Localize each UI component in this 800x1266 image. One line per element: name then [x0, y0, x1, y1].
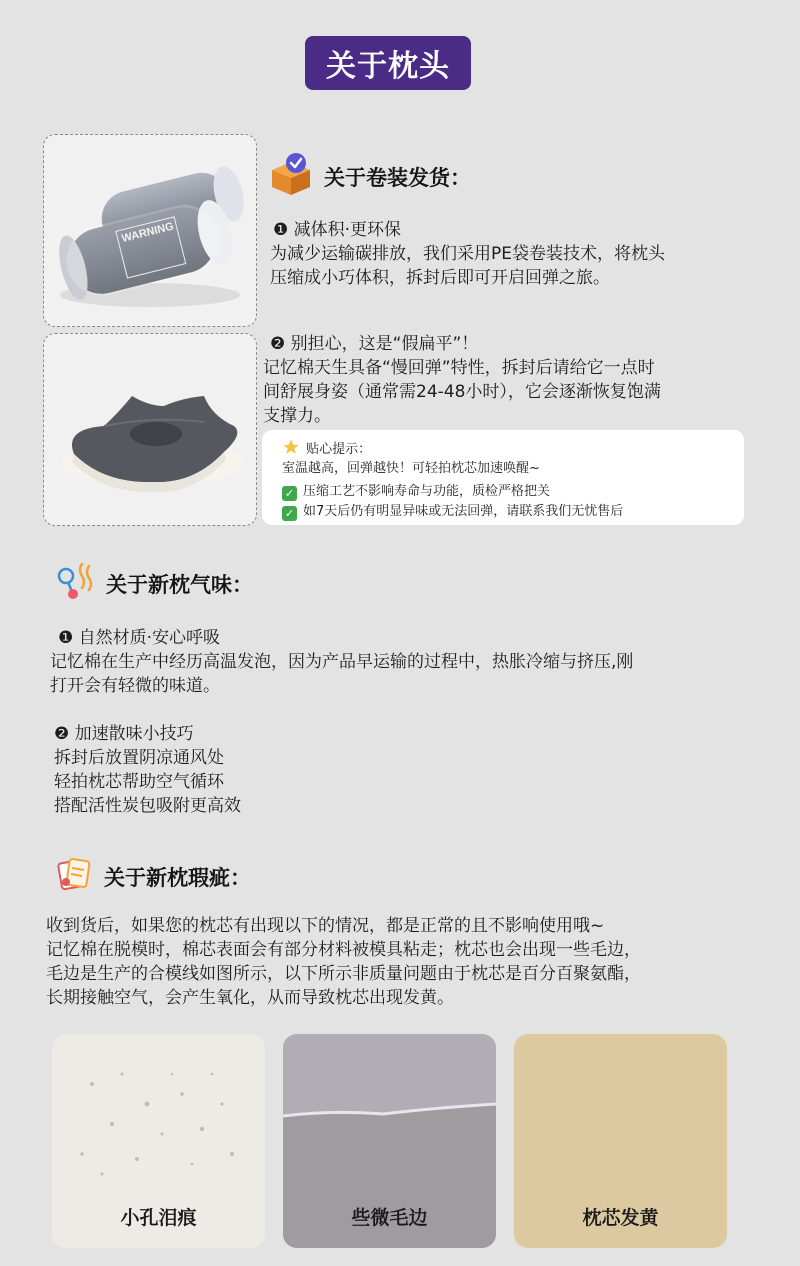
- sample-pinholes: [52, 1034, 265, 1248]
- text-line: 记忆棉在脱模时，棉芯表面会有部分材料被模具粘走；枕芯也会出现一些毛边，: [46, 940, 641, 960]
- rolled-pillow-illustration: [44, 135, 256, 326]
- page-title: 关于枕头: [305, 36, 471, 90]
- tip-line: 室温越高，回弹越快！可轻拍枕芯加速唤醒~: [282, 461, 540, 476]
- package-icon: [268, 152, 314, 201]
- text-line: 为减少运输碳排放，我们采用PE袋卷装技术，将枕头: [270, 244, 665, 264]
- text-line: 记忆棉天生具备“慢回弹”特性，拆封后请给它一点时: [263, 358, 655, 378]
- shipping-point1-title: ❶ 减体积·更环保: [273, 220, 402, 240]
- check-icon: ✓: [282, 486, 297, 501]
- smell-point2-body: [54, 746, 241, 818]
- defects-body: [46, 914, 776, 1010]
- tip-card: [262, 430, 744, 525]
- text-line: 打开会有轻微的味道。: [50, 676, 220, 696]
- sample-label: 些微毛边: [351, 1207, 428, 1229]
- rolled-pillow-photo: [43, 134, 257, 327]
- sample-label: 小孔泪痕: [120, 1207, 197, 1229]
- text-line: 间舒展身姿（通常需24-48小时），它会逐渐恢复饱满: [263, 382, 661, 402]
- tip-label: 贴心提示：: [306, 442, 372, 457]
- text-line: 毛边是生产的合模线如图所示，以下所示非质量问题由于枕芯是百分百聚氨酯，: [46, 964, 641, 984]
- sample-yellowing: [514, 1034, 727, 1248]
- tip-check-text: 如7天后仍有明显异味或无法回弹，请联系我们无忧售后: [303, 504, 624, 519]
- butterfly-pillow-photo: [43, 333, 257, 526]
- text-line: 拆封后放置阴凉通风处: [54, 748, 224, 768]
- text-line: 支撑力。: [263, 406, 331, 426]
- smell-point1-title: ❶ 自然材质·安心呼吸: [58, 628, 221, 648]
- text-line: 搭配活性炭包吸附更高效: [54, 796, 241, 816]
- sample-burr-edge: [283, 1034, 496, 1248]
- smell-heading-text: 关于新枕气味：: [106, 572, 253, 597]
- text-line: 记忆棉在生产中经历高温发泡，因为产品早运输的过程中，热胀冷缩与挤压,刚: [50, 652, 634, 672]
- smell-point1-body: [50, 650, 770, 698]
- text-line: 压缩成小巧体积，拆封后即可开启回弹之旅。: [270, 268, 610, 288]
- shipping-point2-body: [263, 356, 753, 428]
- smell-point2-title: ❷ 加速散味小技巧: [54, 724, 194, 744]
- text-line: 轻拍枕芯帮助空气循环: [54, 772, 224, 792]
- defects-heading: [54, 854, 251, 899]
- shipping-point1-body: [270, 242, 750, 290]
- tip-check-row: [282, 502, 623, 521]
- check-icon: ✓: [282, 506, 297, 521]
- text-line: 长期接触空气，会产生氧化，从而导致枕芯出现发黄。: [46, 988, 454, 1008]
- shipping-heading-text: 关于卷装发货：: [324, 165, 471, 190]
- tip-check-text: 压缩工艺不影响寿命与功能，质检严格把关: [303, 484, 551, 499]
- butterfly-pillow-illustration: [44, 334, 256, 525]
- text-line: 收到货后，如果您的枕芯有出现以下的情况，都是正常的且不影响使用哦~: [46, 916, 605, 936]
- tip-check-row: [282, 482, 550, 501]
- defects-heading-text: 关于新枕瑕疵：: [104, 865, 251, 890]
- scent-icon: [54, 560, 96, 607]
- shipping-point2-title: ❷ 别担心，这是“假扁平”！: [270, 334, 479, 354]
- sample-label: 枕芯发黄: [582, 1207, 659, 1229]
- warning-label: WARNING: [120, 220, 175, 245]
- smell-heading: [54, 560, 253, 607]
- shipping-heading: [268, 152, 471, 201]
- flaw-icon: [54, 854, 94, 899]
